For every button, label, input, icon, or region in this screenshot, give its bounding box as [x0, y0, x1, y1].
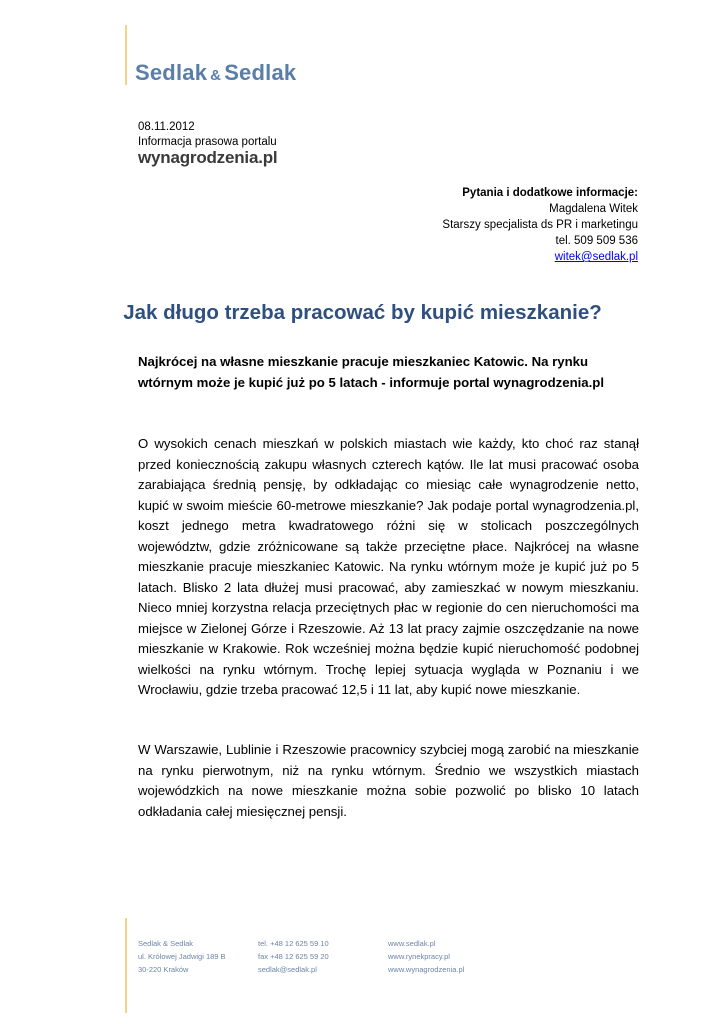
contact-block [442, 185, 638, 265]
footer-company: Sedlak & Sedlak [138, 939, 194, 948]
portal-name: wynagrodzenia.pl [138, 148, 278, 167]
contact-email-link[interactable]: witek@sedlak.pl [554, 251, 638, 263]
footer-accent-line [125, 918, 127, 1013]
header-accent-line [125, 25, 127, 85]
contact-phone: tel. 509 509 536 [555, 235, 638, 247]
footer-address [138, 937, 226, 976]
article-paragraph-1: O wysokich cenach mieszkań w polskich miastach wie każdy, kto choć raz stanął przed koniecznością zakupu własnych czterech kątów. Ile lat musi pracować osoba zarabiająca średnią pensję, by odkładając co miesiąc całe wynagrodzenie netto, kupić w swoim mieście 60-metrowe mieszkanie? Jak podaje portal wynagrodzenia.pl, koszt jednego metra kwadratowego różni się w stolicach poszczególnych województw, gdzie zróżnicowane są także przeciętne płace. Najkrócej na własne mieszkanie pracuje mieszkaniec Katowic. Na rynku wtórnym może je kupić już po 5 latach. Blisko 2 lata dłużej musi pracować, aby zamieszkać w nowym mieszkaniu. Nieco mniej korzystna relacja przeciętnych płac w regionie do cen nieruchomości ma miejsce w Zielonej Górze i Rzeszowie. Aż 13 lat pracy zajmie oszczędzanie na nowe mieszkanie w Krakowie. Rok wcześniej można będzie kupić nieruchomość podobnej wielkości na rynku wtórnym. Trochę lepiej sytuacja wygląda w Poznaniu i we Wrocławiu, gdzie trzeba pracować 12,5 i 11 lat, aby kupić nowe mieszkanie. [138, 436, 639, 697]
footer-city: 30-220 Kraków [138, 965, 189, 974]
footer-site-wynagrodzenia: www.wynagrodzenia.pl [388, 965, 465, 974]
footer-tel: tel. +48 12 625 59 10 [258, 939, 329, 948]
footer-site-rynekpracy: www.rynekpracy.pl [388, 952, 450, 961]
logo-text-right: Sedlak [224, 60, 297, 85]
footer-websites [388, 937, 464, 976]
footer-site-sedlak: www.sedlak.pl [388, 939, 436, 948]
footer-email: sedlak@sedlak.pl [258, 965, 317, 974]
contact-heading: Pytania i dodatkowe informacje: [462, 187, 638, 199]
release-date: 08.11.2012 [138, 121, 195, 133]
article-paragraph-2: W Warszawie, Lublinie i Rzeszowie pracownicy szybciej mogą zarobić na mieszkanie na rynku pierwotnym, niż na rynku wtórnym. Średnio we wszystkich miastach wojewódzkich na nowe mieszkanie można sobie pozwolić po blisko 10 latach odkładania całej miesięcznej pensji. [138, 742, 639, 819]
article-lead: Najkrócej na własne mieszkanie pracuje mieszkaniec Katowic. Na rynku wtórnym może je kupić już po 5 latach - informuje portal wynagrodzenia.pl [138, 354, 605, 390]
logo-ampersand: & [210, 67, 222, 84]
footer-contact [258, 937, 329, 976]
footer-fax: fax +48 12 625 59 20 [258, 952, 329, 961]
contact-name: Magdalena Witek [549, 203, 638, 215]
article-title: Jak długo trzeba pracować by kupić mieszkanie? [123, 301, 602, 324]
footer-street: ul. Królowej Jadwigi 189 B [138, 952, 226, 961]
company-logo [135, 60, 296, 86]
logo-text-left: Sedlak [135, 60, 208, 85]
contact-position: Starszy specjalista ds PR i marketingu [442, 219, 638, 231]
release-info-line: Informacja prasowa portalu [138, 136, 277, 148]
release-meta [138, 120, 277, 150]
